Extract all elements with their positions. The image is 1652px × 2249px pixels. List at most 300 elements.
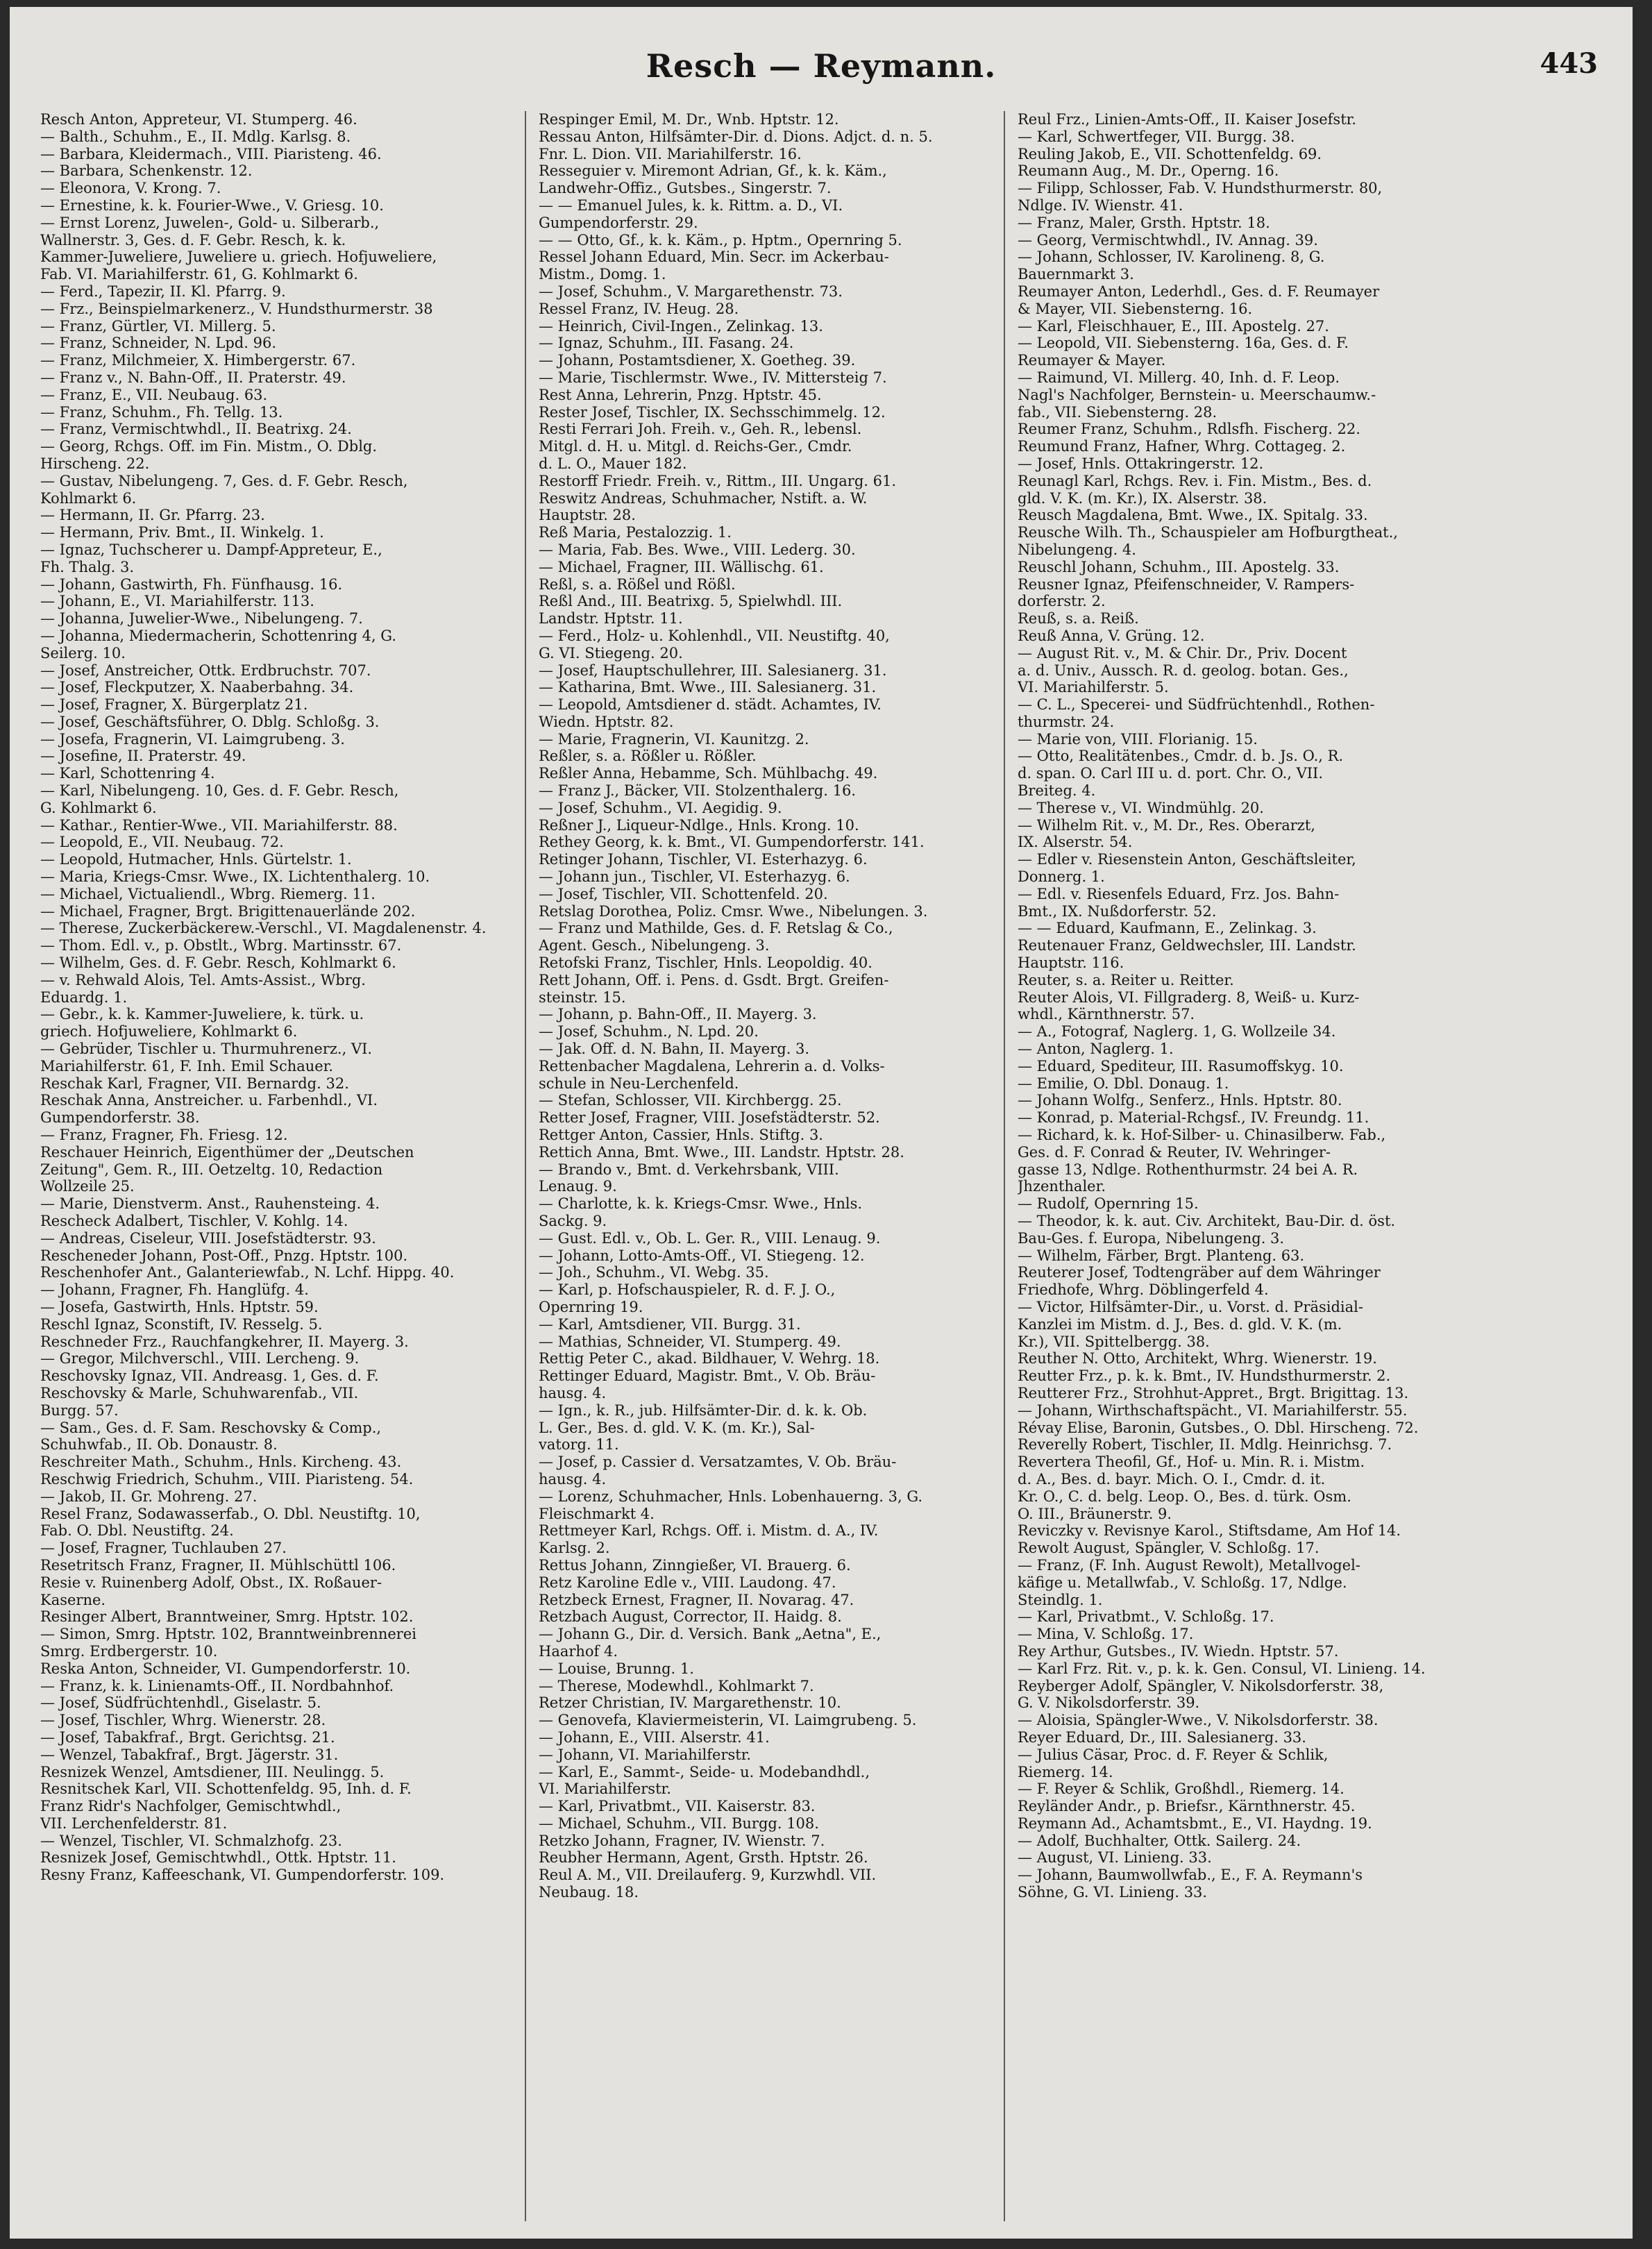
directory-line: — Wilhelm, Ges. d. F. Gebr. Resch, Kohlmarkt 6. <box>40 954 396 972</box>
directory-line: Kaserne. <box>40 1591 106 1608</box>
directory-line: — Adolf, Buchhalter, Ottk. Sailerg. 24. <box>1018 1832 1301 1849</box>
directory-line: — Josef, p. Cassier d. Versatzamtes, V. Ob. Bräu- <box>539 1454 897 1471</box>
directory-line: — Georg, Rchgs. Off. im Fin. Mistm., O. Dblg. <box>40 438 378 455</box>
directory-line: Reßler, s. a. Rößler u. Rößler. <box>539 748 757 765</box>
directory-line: — Ign., k. R., jub. Hilfsämter-Dir. d. k. k. Ob. <box>539 1401 868 1419</box>
directory-line: — Josef, Hnls. Ottakringerstr. 12. <box>1018 455 1264 472</box>
directory-line: Reschovsky & Marle, Schuhwarenfab., VII. <box>40 1384 359 1401</box>
directory-line: thurmstr. 24. <box>1018 713 1115 730</box>
directory-line: gasse 13, Ndlge. Rothenthurmstr. 24 bei A. R. <box>1018 1161 1358 1178</box>
directory-line: Gumpendorferstr. 29. <box>539 214 698 231</box>
directory-line: Landwehr-Offiz., Gutsbes., Singerstr. 7. <box>539 180 832 197</box>
directory-line: — Maria, Fab. Bes. Wwe., VIII. Lederg. 30. <box>539 541 856 558</box>
directory-line: — Franz, (F. Inh. August Rewolt), Metallvogel- <box>1018 1556 1360 1574</box>
directory-line: — Richard, k. k. Hof-Silber- u. Chinasilberw. Fab., <box>1018 1127 1386 1144</box>
directory-line: Reschovsky Ignaz, VII. Andreasg. 1, Ges. d. F. <box>40 1367 379 1385</box>
directory-line: Resel Franz, Sodawasserfab., O. Dbl. Neustiftg. 10, <box>40 1505 421 1522</box>
directory-line: — Johann, Lotto-Amts-Off., VI. Stiegeng. 12. <box>539 1247 865 1264</box>
directory-line: Respinger Emil, M. Dr., Wnb. Hptstr. 12. <box>539 111 839 128</box>
directory-line: — Leopold, VII. Siebensterng. 16a, Ges. d. F. <box>1018 335 1349 352</box>
directory-line: — Karl, E., Sammt-, Seide- u. Modebandhdl., <box>539 1763 870 1780</box>
directory-line: — Franz v., N. Bahn-Off., II. Praterstr. 49. <box>40 369 346 386</box>
directory-line: Reuter, s. a. Reiter u. Reitter. <box>1018 971 1234 988</box>
directory-line: Donnerg. 1. <box>1018 868 1105 886</box>
directory-line: — Johann, E., VI. Mariahilferstr. 113. <box>40 593 314 610</box>
directory-line: Reutter Frz., p. k. k. Bmt., IV. Hundsthurmerstr. 2. <box>1018 1367 1391 1385</box>
directory-line: Gumpendorferstr. 38. <box>40 1109 200 1127</box>
directory-line: Reßler Anna, Hebamme, Sch. Mühlbachg. 49. <box>539 765 878 782</box>
directory-line: Reschneder Frz., Rauchfangkehrer, II. Mayerg. 3. <box>40 1333 409 1350</box>
directory-line: Retzbeck Ernest, Fragner, II. Novarag. 47. <box>539 1591 854 1608</box>
directory-line: — Josefine, II. Praterstr. 49. <box>40 748 246 765</box>
directory-line: — Mina, V. Schloßg. 17. <box>1018 1626 1194 1643</box>
directory-line: Retzbach August, Corrector, II. Haidg. 8. <box>539 1608 842 1626</box>
directory-line: Reschenhofer Ant., Galanteriewfab., N. Lchf. Hippg. 40. <box>40 1264 455 1281</box>
directory-line: — Simon, Smrg. Hptstr. 102, Branntweinbrennerei <box>40 1626 416 1643</box>
directory-line: Retinger Johann, Tischler, VI. Esterhazyg. 6. <box>539 851 868 868</box>
directory-line: Eduardg. 1. <box>40 988 128 1006</box>
directory-line: — Franz und Mathilde, Ges. d. F. Retslag & Co., <box>539 920 893 937</box>
directory-line: — Johanna, Juwelier-Wwe., Nibelungeng. 7. <box>40 610 363 627</box>
directory-line: — Barbara, Kleidermach., VIII. Piaristeng. 46. <box>40 145 382 162</box>
directory-line: Söhne, G. VI. Linieng. 33. <box>1018 1884 1208 1901</box>
directory-line: — Gustav, Nibelungeng. 7, Ges. d. F. Gebr. Resch, <box>40 472 408 489</box>
directory-line: — Josef, Geschäftsführer, O. Dblg. Schloßg. 3. <box>40 713 380 730</box>
directory-line: — Michael, Victualiendl., Wbrg. Riemerg. 11. <box>40 885 376 902</box>
directory-line: Resseguier v. Miremont Adrian, Gf., k. k. Käm., <box>539 162 887 180</box>
directory-line: Rettinger Eduard, Magistr. Bmt., V. Ob. Bräu- <box>539 1367 876 1385</box>
directory-line: Bauernmarkt 3. <box>1018 266 1134 283</box>
directory-line: — Josef, Schuhm., N. Lpd. 20. <box>539 1023 759 1041</box>
directory-line: — C. L., Specerei- und Südfrüchtenhdl., Rothen- <box>1018 696 1375 714</box>
directory-line: Rettich Anna, Bmt. Wwe., III. Landstr. Hptstr. 28. <box>539 1143 904 1161</box>
directory-line: vatorg. 11. <box>539 1436 619 1454</box>
directory-line: — Josef, Anstreicher, Ottk. Erdbruchstr. 707. <box>40 662 371 679</box>
directory-line: — Leopold, Hutmacher, Hnls. Gürtelstr. 1. <box>40 851 352 868</box>
directory-line: Reyberger Adolf, Spängler, V. Nikolsdorferstr. 38, <box>1018 1677 1384 1694</box>
directory-line: — Gebrüder, Tischler u. Thurmuhrenerz., VI. <box>40 1041 373 1058</box>
directory-line: gld. V. K. (m. Kr.), IX. Alserstr. 38. <box>1018 489 1267 507</box>
directory-line: G. Kohlmarkt 6. <box>40 799 157 816</box>
directory-line: — Franz J., Bäcker, VII. Stolzenthalerg. 16. <box>539 782 856 800</box>
directory-line: — Karl, Schottenring 4. <box>40 765 215 782</box>
directory-line: Reusche Wilh. Th., Schauspieler am Hofburgtheat., <box>1018 524 1398 541</box>
directory-line: — v. Rehwald Alois, Tel. Amts-Assist., Wbrg. <box>40 971 366 988</box>
directory-line: Steindlg. 1. <box>1018 1591 1103 1608</box>
directory-line: G. V. Nikolsdorferstr. 39. <box>1018 1694 1200 1712</box>
directory-line: Reschak Anna, Anstreicher. u. Farbenhdl., VI. <box>40 1092 378 1109</box>
directory-line: Reßner J., Liqueur-Ndlge., Hnls. Krong. 10. <box>539 816 859 834</box>
directory-line: Retzko Johann, Fragner, IV. Wienstr. 7. <box>539 1832 825 1849</box>
directory-line: — Johann, E., VIII. Alserstr. 41. <box>539 1728 770 1746</box>
directory-line: — Johann, Schlosser, IV. Karolineng. 8, G. <box>1018 249 1325 266</box>
directory-line: G. VI. Stiegeng. 20. <box>539 644 683 662</box>
directory-line: Riemerg. 14. <box>1018 1763 1113 1780</box>
directory-line: — Balth., Schuhm., E., II. Mdlg. Karlsg. 8. <box>40 128 351 145</box>
directory-line: Reschreiter Math., Schuhm., Hnls. Kircheng. 43. <box>40 1454 402 1471</box>
directory-line: Jhzenthaler. <box>1018 1178 1106 1195</box>
column-divider <box>1004 111 1005 2221</box>
directory-line: Rewolt August, Spängler, V. Schloßg. 17. <box>1018 1540 1320 1557</box>
directory-line: — Therese, Zuckerbäckerew.-Verschl., VI. Magdalenenstr. 4. <box>40 920 487 937</box>
directory-line: Retzer Christian, IV. Margarethenstr. 10. <box>539 1694 841 1712</box>
directory-line: Karlsg. 2. <box>539 1540 610 1557</box>
directory-page <box>10 7 1633 2239</box>
directory-line: Reßl, s. a. Rößel und Rößl. <box>539 575 736 593</box>
directory-line: — Karl, Schwertfeger, VII. Burgg. 38. <box>1018 128 1295 145</box>
directory-line: — Otto, Realitätenbes., Cmdr. d. b. Js. O., R. <box>1018 748 1344 765</box>
directory-line: — Karl, Amtsdiener, VII. Burgg. 31. <box>539 1315 801 1333</box>
directory-line: Franz Ridr's Nachfolger, Gemischtwhdl., <box>40 1798 342 1815</box>
directory-line: Reuling Jakob, E., VII. Schottenfeldg. 69. <box>1018 145 1322 162</box>
directory-line: Burgg. 57. <box>40 1401 119 1419</box>
directory-line: Reschak Karl, Fragner, VII. Bernardg. 32. <box>40 1075 349 1092</box>
directory-line: käfige u. Metallwfab., V. Schloßg. 17, Ndlge. <box>1018 1574 1347 1591</box>
directory-line: VI. Mariahilferstr. <box>539 1780 671 1798</box>
directory-line: — Frz., Beinspielmarkenerz., V. Hundsthurmerstr. 38 <box>40 300 433 317</box>
directory-line: — Wilhelm Rit. v., M. Dr., Res. Oberarzt, <box>1018 816 1315 834</box>
directory-line: Resnizek Josef, Gemischtwhdl., Ottk. Hptstr. 11. <box>40 1849 396 1867</box>
directory-line: — Jakob, II. Gr. Mohreng. 27. <box>40 1488 258 1505</box>
directory-line: Sackg. 9. <box>539 1213 607 1229</box>
directory-line: Reswitz Andreas, Schuhmacher, Nstift. a. W. <box>539 489 868 507</box>
directory-line: Nibelungeng. 4. <box>1018 541 1136 558</box>
directory-line: — Wilhelm, Färber, Brgt. Planteng. 63. <box>1018 1247 1305 1264</box>
directory-line: Wallnerstr. 3, Ges. d. F. Gebr. Resch, k. k. <box>40 231 346 249</box>
directory-line: — A., Fotograf, Naglerg. 1, G. Wollzeile 34. <box>1018 1023 1336 1041</box>
page-header <box>10 47 1633 96</box>
directory-line: Resch Anton, Appreteur, VI. Stumperg. 46. <box>40 111 357 128</box>
directory-line: Rettig Peter C., akad. Bildhauer, V. Wehrg. 18. <box>539 1350 880 1367</box>
directory-line: — Ernst Lorenz, Juwelen-, Gold- u. Silberarb., <box>40 214 380 231</box>
directory-line: — Josef, Südfrüchtenhdl., Giselastr. 5. <box>40 1694 321 1712</box>
directory-line: — Therese, Modewhdl., Kohlmarkt 7. <box>539 1677 814 1694</box>
directory-line: Retz Karoline Edle v., VIII. Laudong. 47. <box>539 1574 836 1591</box>
directory-line: Hauptstr. 28. <box>539 507 636 524</box>
directory-line: Reschwig Friedrich, Schuhm., VIII. Piaristeng. 54. <box>40 1470 414 1488</box>
directory-line: — Josef, Schuhm., VI. Aegidig. 9. <box>539 799 782 816</box>
directory-line: — Genovefa, Klaviermeisterin, VI. Laimgrubeng. 5. <box>539 1712 917 1729</box>
directory-line: Ges. d. F. Conrad & Reuter, IV. Wehringer- <box>1018 1143 1331 1161</box>
directory-line: — — Emanuel Jules, k. k. Rittm. a. D., VI. <box>539 196 843 214</box>
directory-line: hausg. 4. <box>539 1470 607 1488</box>
directory-line: — Franz, E., VII. Neubaug. 63. <box>40 386 268 403</box>
page-title: Resch — Reymann. <box>646 47 997 85</box>
directory-line: Mariahilferstr. 61, F. Inh. Emil Schauer. <box>40 1057 334 1075</box>
directory-line: — Sam., Ges. d. F. Sam. Reschovsky & Comp., <box>40 1419 382 1436</box>
directory-line: Agent. Gesch., Nibelungeng. 3. <box>539 937 770 954</box>
directory-line: Ressel Johann Eduard, Min. Secr. im Ackerbau- <box>539 249 889 266</box>
directory-line: — Johann, Fragner, Fh. Hanglüfg. 4. <box>40 1281 309 1299</box>
directory-line: Rettenbacher Magdalena, Lehrerin a. d. Volks- <box>539 1057 885 1075</box>
directory-line: Reverelly Robert, Tischler, II. Mdlg. Heinrichsg. 7. <box>1018 1436 1392 1454</box>
directory-line: Reusner Ignaz, Pfeifenschneider, V. Rampers- <box>1018 575 1355 593</box>
directory-line: — Ignaz, Tuchscherer u. Dampf-Appreteur, E., <box>40 541 382 558</box>
directory-line: Resinger Albert, Branntweiner, Smrg. Hptstr. 102. <box>40 1608 414 1626</box>
directory-line: — Johann, p. Bahn-Off., II. Mayerg. 3. <box>539 1006 817 1023</box>
directory-line: — Josef, Hauptschullehrer, III. Salesianerg. 31. <box>539 662 887 679</box>
directory-line: — Josef, Fleckputzer, X. Naaberbahng. 34. <box>40 679 354 696</box>
directory-line: Fnr. L. Dion. VII. Mariahilferstr. 16. <box>539 145 802 162</box>
directory-line: — Therese v., VI. Windmühlg. 20. <box>1018 799 1264 816</box>
directory-line: Reubher Hermann, Agent, Grsth. Hptstr. 26. <box>539 1849 868 1867</box>
directory-line: — Karl, Fleischhauer, E., III. Apostelg. 27. <box>1018 317 1329 335</box>
column-divider <box>525 111 526 2221</box>
directory-line: — Barbara, Schenkenstr. 12. <box>40 162 253 180</box>
directory-line: Resny Franz, Kaffeeschank, VI. Gumpendorferstr. 109. <box>40 1867 445 1884</box>
directory-line: Fh. Thalg. 3. <box>40 558 135 575</box>
directory-line: — Johann, VI. Mariahilferstr. <box>539 1746 752 1763</box>
directory-line: — Josef, Tabakfraf., Brgt. Gerichtsg. 21. <box>40 1728 335 1746</box>
directory-line: O. III., Bräunerstr. 9. <box>1018 1505 1172 1522</box>
directory-line: — Michael, Schuhm., VII. Burgg. 108. <box>539 1814 819 1832</box>
directory-line: steinstr. 15. <box>539 988 626 1006</box>
directory-line: Hirscheng. 22. <box>40 455 150 472</box>
directory-line: Fleischmarkt 4. <box>539 1505 655 1522</box>
directory-line: Resti Ferrari Joh. Freih. v., Geh. R., lebensl. <box>539 421 862 438</box>
directory-line: Rettus Johann, Zinngießer, VI. Brauerg. 6. <box>539 1556 851 1574</box>
directory-line: Kr.), VII. Spittelbergg. 38. <box>1018 1333 1210 1350</box>
directory-line: Rescheneder Johann, Post-Off., Pnzg. Hptstr. 100. <box>40 1247 408 1264</box>
directory-line: Retter Josef, Fragner, VIII. Josefstädterstr. 52. <box>539 1109 880 1127</box>
directory-line: griech. Hofjuweliere, Kohlmarkt 6. <box>40 1023 298 1041</box>
directory-line: Mistm., Domg. 1. <box>539 266 666 283</box>
directory-line: Reumayer Anton, Lederhdl., Ges. d. F. Reumayer <box>1018 283 1380 300</box>
directory-line: d. L. O., Mauer 182. <box>539 455 687 472</box>
directory-line: Revertera Theofil, Gf., Hof- u. Min. R. i. Mistm. <box>1018 1454 1365 1471</box>
directory-line: Reuß Anna, V. Grüng. 12. <box>1018 627 1205 644</box>
directory-line: — Karl, p. Hofschauspieler, R. d. F. J. O., <box>539 1281 836 1299</box>
directory-line: — Johann jun., Tischler, VI. Esterhazyg. 6. <box>539 868 850 886</box>
directory-line: Rest Anna, Lehrerin, Pnzg. Hptstr. 45. <box>539 386 822 403</box>
directory-line: — Aloisia, Spängler-Wwe., V. Nikolsdorferstr. 38. <box>1018 1712 1379 1729</box>
directory-line: schule in Neu-Lerchenfeld. <box>539 1075 739 1092</box>
directory-line: Reuß, s. a. Reiß. <box>1018 610 1139 627</box>
directory-line: Révay Elise, Baronin, Gutsbes., O. Dbl. Hirscheng. 72. <box>1018 1419 1419 1436</box>
directory-line: Wiedn. Hptstr. 82. <box>539 713 674 730</box>
directory-line: Reusch Magdalena, Bmt. Wwe., IX. Spitalg. 33. <box>1018 507 1368 524</box>
directory-line: — Josef, Fragner, X. Bürgerplatz 21. <box>40 696 308 714</box>
directory-line: — Franz, Maler, Grsth. Hptstr. 18. <box>1018 214 1270 231</box>
directory-line: Rey Arthur, Gutsbes., IV. Wiedn. Hptstr. 57. <box>1018 1642 1339 1660</box>
directory-line: — Brando v., Bmt. d. Verkehrsbank, VIII. <box>539 1161 839 1178</box>
directory-line: — August, VI. Linieng. 33. <box>1018 1849 1212 1867</box>
directory-line: — Hermann, Priv. Bmt., II. Winkelg. 1. <box>40 524 324 541</box>
directory-line: — Thom. Edl. v., p. Obstlt., Wbrg. Martinsstr. 67. <box>40 937 402 954</box>
directory-line: Reschauer Heinrich, Eigenthümer der „Deutschen <box>40 1143 414 1161</box>
directory-line: — Jak. Off. d. N. Bahn, II. Mayerg. 3. <box>539 1041 810 1058</box>
directory-line: Rester Josef, Tischler, IX. Sechsschimmelg. 12. <box>539 403 886 421</box>
directory-line: — Josef, Schuhm., V. Margarethenstr. 73. <box>539 283 843 300</box>
directory-line: Mitgl. d. H. u. Mitgl. d. Reichs-Ger., Cmdr. <box>539 438 852 455</box>
directory-line: L. Ger., Bes. d. gld. V. K. (m. Kr.), Sal- <box>539 1419 815 1436</box>
directory-line: — Johann Wolfg., Senferz., Hnls. Hptstr. 80. <box>1018 1092 1342 1109</box>
directory-line: Fab. O. Dbl. Neustiftg. 24. <box>40 1522 234 1540</box>
column-left <box>40 111 491 2228</box>
directory-line: — Karl, Privatbmt., V. Schloßg. 17. <box>1018 1608 1274 1626</box>
directory-line: Landstr. Hptstr. 11. <box>539 610 683 627</box>
directory-line: Rettger Anton, Cassier, Hnls. Stiftg. 3. <box>539 1127 823 1144</box>
directory-line: — Wenzel, Tischler, VI. Schmalzhofg. 23. <box>40 1832 342 1849</box>
directory-line: — Julius Cäsar, Proc. d. F. Reyer & Schlik, <box>1018 1746 1329 1763</box>
directory-line: Retslag Dorothea, Poliz. Cmsr. Wwe., Nibelungen. 3. <box>539 902 928 920</box>
directory-line: Reviczky v. Revisnye Karol., Stiftsdame, Am Hof 14. <box>1018 1522 1401 1540</box>
directory-line: — Karl, Privatbmt., VII. Kaiserstr. 83. <box>539 1798 816 1815</box>
directory-line: & Mayer, VII. Siebensterng. 16. <box>1018 300 1253 317</box>
directory-line: — Leopold, E., VII. Neubaug. 72. <box>40 834 284 851</box>
directory-line: VII. Lerchenfelderstr. 81. <box>40 1814 228 1832</box>
directory-line: Seilerg. 10. <box>40 644 126 662</box>
directory-line: Rethey Georg, k. k. Bmt., VI. Gumpendorferstr. 141. <box>539 834 925 851</box>
directory-line: Kr. O., C. d. belg. Leop. O., Bes. d. türk. Osm. <box>1018 1488 1351 1505</box>
directory-line: Ressau Anton, Hilfsämter-Dir. d. Dions. Adjct. d. n. 5. <box>539 128 933 145</box>
directory-line: Reßl And., III. Beatrixg. 5, Spielwhdl. III. <box>539 593 843 610</box>
directory-line: — Emilie, O. Dbl. Donaug. 1. <box>1018 1075 1229 1092</box>
directory-line: — F. Reyer & Schlik, Großhdl., Riemerg. 14. <box>1018 1780 1345 1798</box>
directory-line: Zeitung", Gem. R., III. Oetzeltg. 10, Redaction <box>40 1161 383 1178</box>
directory-line: — Johann, Wirthschaftspächt., VI. Mariahilferstr. 55. <box>1018 1401 1408 1419</box>
directory-line: — Leopold, Amtsdiener d. städt. Achamtes, IV. <box>539 696 882 714</box>
directory-line: Retofski Franz, Tischler, Hnls. Leopoldig. 40. <box>539 954 873 972</box>
directory-line: — Ferd., Tapezir, II. Kl. Pfarrg. 9. <box>40 283 286 300</box>
column-middle <box>539 111 990 2228</box>
directory-line: — Eleonora, V. Krong. 7. <box>40 180 221 197</box>
column-right <box>1018 111 1469 2228</box>
directory-line: Resie v. Ruinenberg Adolf, Obst., IX. Roßauer- <box>40 1574 382 1591</box>
directory-line: — Josef, Tischler, Whrg. Wienerstr. 28. <box>40 1712 326 1729</box>
directory-line: Reyer Eduard, Dr., III. Salesianerg. 33. <box>1018 1728 1306 1746</box>
directory-line: Breiteg. 4. <box>1018 782 1096 800</box>
directory-line: — Karl, Nibelungeng. 10, Ges. d. F. Gebr. Resch, <box>40 782 399 800</box>
directory-line: — Gebr., k. k. Kammer-Juweliere, k. türk. u. <box>40 1006 364 1023</box>
directory-line: — Ernestine, k. k. Fourier-Wwe., V. Griesg. 10. <box>40 196 384 214</box>
directory-line: Reumann Aug., M. Dr., Operng. 16. <box>1018 162 1279 180</box>
directory-line: — Raimund, VI. Millerg. 40, Inh. d. F. Leop. <box>1018 369 1340 386</box>
directory-line: d. A., Bes. d. bayr. Mich. O. I., Cmdr. d. it. <box>1018 1470 1326 1488</box>
directory-line: Reuschl Johann, Schuhm., III. Apostelg. 33. <box>1018 558 1340 575</box>
directory-line: — Michael, Fragner, III. Wällischg. 61. <box>539 558 824 575</box>
directory-line: — Kathar., Rentier-Wwe., VII. Mariahilferstr. 88. <box>40 816 398 834</box>
directory-line: — Ferd., Holz- u. Kohlenhdl., VII. Neustiftg. 40, <box>539 627 890 644</box>
directory-line: Kohlmarkt 6. <box>40 489 137 507</box>
directory-line: Rett Johann, Off. i. Pens. d. Gsdt. Brgt. Greifen- <box>539 971 889 988</box>
directory-line: — Gust. Edl. v., Ob. L. Ger. R., VIII. Lenaug. 9. <box>539 1229 881 1247</box>
directory-line: — Franz, Vermischtwhdl., II. Beatrixg. 24. <box>40 421 352 438</box>
directory-line: Neubaug. 18. <box>539 1884 639 1901</box>
directory-line: Reymann Ad., Achamtsbmt., E., VI. Haydng. 19. <box>1018 1814 1372 1832</box>
directory-line: d. span. O. Carl III u. d. port. Chr. O., VII. <box>1018 765 1324 782</box>
directory-line: Hauptstr. 116. <box>1018 954 1124 972</box>
directory-line: Bau-Ges. f. Europa, Nibelungeng. 3. <box>1018 1229 1285 1247</box>
directory-line: Schuhwfab., II. Ob. Donaustr. 8. <box>40 1436 278 1454</box>
directory-line: Reul A. M., VII. Dreilauferg. 9, Kurzwhdl. VII. <box>539 1867 877 1884</box>
directory-line: — Gregor, Milchverschl., VIII. Lercheng. 9. <box>40 1350 360 1367</box>
directory-line: Kammer-Juweliere, Juweliere u. griech. Hofjuweliere, <box>40 249 437 266</box>
directory-line: Friedhofe, Whrg. Döblingerfeld 4. <box>1018 1281 1269 1299</box>
directory-line: — Maria, Kriegs-Cmsr. Wwe., IX. Lichtenthalerg. 10. <box>40 868 430 886</box>
directory-line: — Marie, Tischlermstr. Wwe., IV. Mittersteig 7. <box>539 369 887 386</box>
directory-line: — Filipp, Schlosser, Fab. V. Hundsthurmerstr. 80, <box>1018 180 1383 197</box>
directory-line: — Josef, Fragner, Tuchlauben 27. <box>40 1540 287 1557</box>
directory-line: Reuterer Josef, Todtengräber auf dem Währinger <box>1018 1264 1381 1281</box>
directory-line: Rettmeyer Karl, Rchgs. Off. i. Mistm. d. A., IV. <box>539 1522 879 1540</box>
directory-line: — Johann G., Dir. d. Versich. Bank „Aetna", E., <box>539 1626 882 1643</box>
directory-line: Restorff Friedr. Freih. v., Rittm., III. Ungarg. 61. <box>539 472 897 489</box>
directory-line: Bmt., IX. Nußdorferstr. 52. <box>1018 902 1217 920</box>
directory-line: hausg. 4. <box>539 1384 607 1401</box>
directory-line: Nagl's Nachfolger, Bernstein- u. Meerschaumw.- <box>1018 386 1376 403</box>
directory-line: — Franz, k. k. Linienamts-Off., II. Nordbahnhof. <box>40 1677 394 1694</box>
directory-line: — Franz, Schneider, N. Lpd. 96. <box>40 335 276 352</box>
page-number: 443 <box>1540 47 1598 80</box>
directory-line: — Michael, Fragner, Brgt. Brigittenauerlände 202. <box>40 902 416 920</box>
directory-line: — Johann, Baumwollwfab., E., F. A. Reymann's <box>1018 1867 1363 1884</box>
directory-line: — Georg, Vermischtwhdl., IV. Annag. 39. <box>1018 231 1318 249</box>
directory-line: Reska Anton, Schneider, VI. Gumpendorferstr. 10. <box>40 1660 411 1677</box>
directory-line: a. d. Univ., Aussch. R. d. geolog. botan. Ges., <box>1018 662 1349 679</box>
directory-line: Reuter Alois, VI. Fillgraderg. 8, Weiß- u. Kurz- <box>1018 988 1360 1006</box>
directory-line: — Franz, Fragner, Fh. Friesg. 12. <box>40 1127 288 1144</box>
directory-line: — Charlotte, k. k. Kriegs-Cmsr. Wwe., Hnls. <box>539 1195 863 1213</box>
directory-line: — — Otto, Gf., k. k. Käm., p. Hptm., Opernring 5. <box>539 231 902 249</box>
directory-line: IX. Alserstr. 54. <box>1018 834 1133 851</box>
directory-line: Reyländer Andr., p. Briefsr., Kärnthnerstr. 45. <box>1018 1798 1356 1815</box>
directory-line: — Josef, Tischler, VII. Schottenfeld. 20. <box>539 885 828 902</box>
directory-line: — Stefan, Schlosser, VII. Kirchbergg. 25. <box>539 1092 842 1109</box>
directory-line: — Josefa, Fragnerin, VI. Laimgrubeng. 3. <box>40 730 345 748</box>
directory-line: — Konrad, p. Material-Rchgsf., IV. Freundg. 11. <box>1018 1109 1369 1127</box>
directory-line: — Louise, Brunng. 1. <box>539 1660 694 1677</box>
directory-line: — Rudolf, Opernring 15. <box>1018 1195 1199 1213</box>
directory-line: Haarhof 4. <box>539 1642 618 1660</box>
directory-line: — Theodor, k. k. aut. Civ. Architekt, Bau-Dir. d. öst. <box>1018 1213 1396 1229</box>
directory-line: — Franz, Milchmeier, X. Himbergerstr. 67. <box>40 352 356 369</box>
directory-line: — Katharina, Bmt. Wwe., III. Salesianerg. 31. <box>539 679 877 696</box>
directory-line: Resetritsch Franz, Fragner, II. Mühlschüttl 106. <box>40 1556 396 1574</box>
directory-line: — Lorenz, Schuhmacher, Hnls. Lobenhauerng. 3, G. <box>539 1488 923 1505</box>
directory-line: fab., VII. Siebensterng. 28. <box>1018 403 1217 421</box>
directory-line: — Victor, Hilfsämter-Dir., u. Vorst. d. Präsidial- <box>1018 1298 1363 1315</box>
directory-line: Reul Frz., Linien-Amts-Off., II. Kaiser Josefstr. <box>1018 111 1357 128</box>
directory-line: Resnizek Wenzel, Amtsdiener, III. Neulingg. 5. <box>40 1763 385 1780</box>
directory-line: — Johann, Gastwirth, Fh. Fünfhausg. 16. <box>40 575 343 593</box>
directory-line: whdl., Kärnthnerstr. 57. <box>1018 1006 1195 1023</box>
directory-line: — Ignaz, Schuhm., III. Fasang. 24. <box>539 335 794 352</box>
directory-line: Reß Maria, Pestalozzig. 1. <box>539 524 732 541</box>
directory-line: — Edler v. Riesenstein Anton, Geschäftsleiter, <box>1018 851 1356 868</box>
directory-line: Reschl Ignaz, Sconstift, IV. Resselg. 5. <box>40 1315 323 1333</box>
directory-line: Reumund Franz, Hafner, Whrg. Cottageg. 2. <box>1018 438 1346 455</box>
directory-line: — Joh., Schuhm., VI. Webg. 35. <box>539 1264 769 1281</box>
directory-line: Reunagl Karl, Rchgs. Rev. i. Fin. Mistm., Bes. d. <box>1018 472 1372 489</box>
directory-line: — Franz, Gürtler, VI. Millerg. 5. <box>40 317 276 335</box>
directory-line: — Edl. v. Riesenfels Eduard, Frz. Jos. Bahn- <box>1018 885 1340 902</box>
directory-line: Smrg. Erdbergerstr. 10. <box>40 1642 218 1660</box>
directory-line: Resnitschek Karl, VII. Schottenfeldg. 95, Inh. d. F. <box>40 1780 412 1798</box>
directory-line: Reumayer & Mayer. <box>1018 352 1166 369</box>
directory-line: — Wenzel, Tabakfraf., Brgt. Jägerstr. 31. <box>40 1746 339 1763</box>
directory-line: Opernring 19. <box>539 1298 643 1315</box>
directory-line: — Mathias, Schneider, VI. Stumperg. 49. <box>539 1333 841 1350</box>
directory-line: — Johanna, Miedermacherin, Schottenring 4, G. <box>40 627 396 644</box>
directory-line: — Johann, Postamtsdiener, X. Goetheg. 39. <box>539 352 856 369</box>
directory-line: — Marie, Fragnerin, VI. Kaunitzg. 2. <box>539 730 809 748</box>
directory-line: dorferstr. 2. <box>1018 593 1106 610</box>
directory-line: — Karl Frz. Rit. v., p. k. k. Gen. Consul, VI. Linieng. 14. <box>1018 1660 1426 1677</box>
directory-line: Kanzlei im Mistm. d. J., Bes. d. gld. V. K. (m. <box>1018 1315 1342 1333</box>
directory-line: Rescheck Adalbert, Tischler, V. Kohlg. 14. <box>40 1213 348 1229</box>
directory-line: — — Eduard, Kaufmann, E., Zelinkag. 3. <box>1018 920 1317 937</box>
